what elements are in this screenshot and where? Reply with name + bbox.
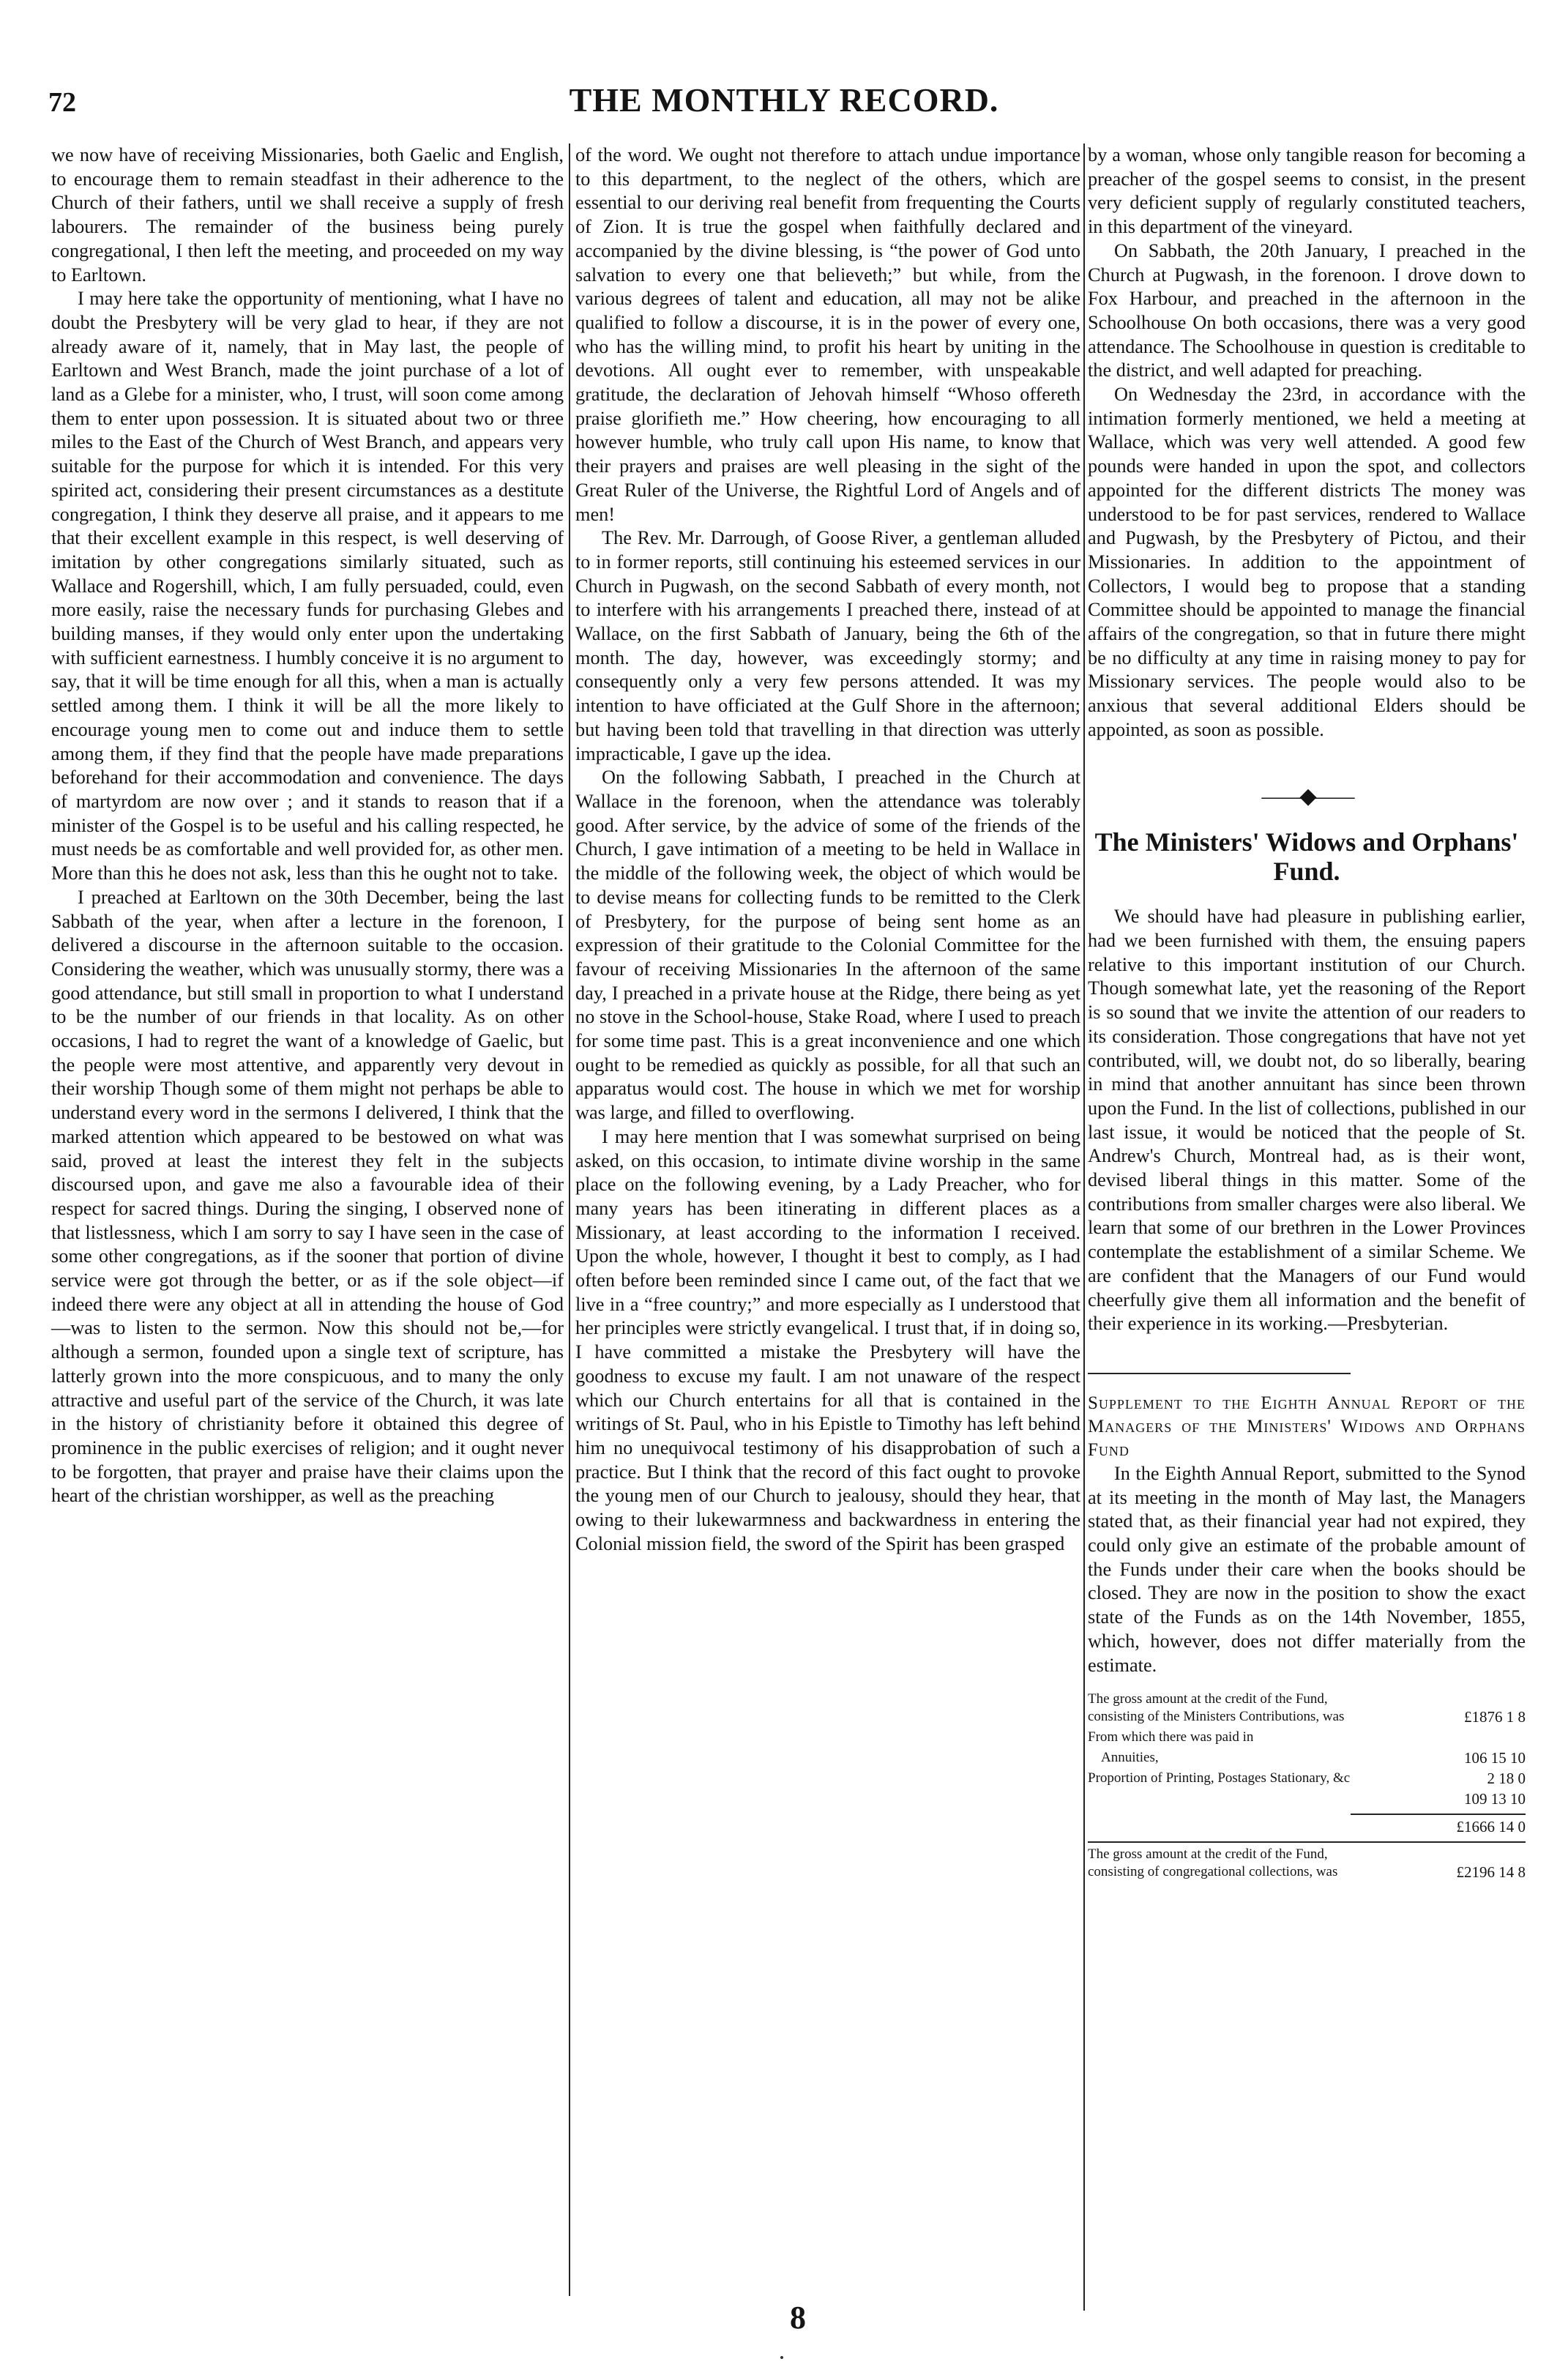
- ledger-label: The gross amount at the credit of the Fund, consisting of congregational collections, was: [1088, 1846, 1338, 1880]
- ledger-rule: [1351, 1814, 1526, 1815]
- ledger-row: [1088, 1790, 1526, 1808]
- paragraph: by a woman, whose only tangible reason for becoming a preacher of the gospel seems to consist, in the present very deficient supply of regularly constituted teachers, in this department of the vineyard.: [1088, 144, 1526, 238]
- ledger-row: [1088, 1691, 1526, 1726]
- ledger-label: Annuities,: [1101, 1750, 1159, 1766]
- page-number: 72: [48, 87, 76, 118]
- fund-ledger: [1088, 1691, 1526, 1881]
- paragraph: On Sabbath, the 20th January, I preached in the Church at Pugwash, in the forenoon. I drove down to Fox Harbour, and preached in the afternoon in the Schoolhouse On both occasions, there was a very good attendance. The Schoolhouse in question is creditable to the district, and well adapted for preaching.: [1088, 239, 1526, 381]
- section-rule: [1088, 1373, 1351, 1374]
- ledger-amount: £1876 1 8: [1464, 1708, 1526, 1726]
- supplement-title: Supplement to the Eighth Annual Report of the Managers of the Ministers' Widows and Orphans Fund: [1088, 1393, 1526, 1460]
- paragraph: On the following Sabbath, I preached in the Church at Wallace in the forenoon, when the attendance was tolerably good. After service, by the advice of some of the friends of the Church, I gave intimation of a meeting to be held in Wallace in the middle of the following week, the object of which would be to devise means for collecting funds to be remitted to the Clerk of Presbytery, for the purpose of being sent home as an expression of their gratitude to the Colonial Committee for the favour of receiving Missionaries In the afternoon of the same day, I preached in a private house at the Ridge, there being as yet no stove in the School-house, Stake Road, where I used to preach for some time past. This is a great inconvenience and one which ought to be remedied as quickly as possible, for all that such an apparatus would cost. The house in which we met for worship was large, and filled to overflowing.: [575, 767, 1080, 1124]
- paragraph: of the word. We ought not therefore to attach undue importance to this department, to the neglect of the others, which are essential to our deriving real benefit from frequenting the Courts of Zion. It is true the gospel when faithfully declared and accompanied by the divine blessing, is “the power of God unto salvation to every one that believeth;” but while, from the various degrees of talent and education, all may not be alike qualified to follow a discourse, it is in the power of every one, who has the willing mind, to profit his heart by uniting in the devotions. All ought ever to remember, with unspeakable gratitude, the declaration of Jehovah himself “Whoso offereth praise glorifieth me.” How cheering, how encouraging to all however humble, who truly call upon His name, to know that their prayers and praises are well pleasing in the sight of the Great Ruler of the Universe, the Rightful Lord of Angels and of men!: [575, 144, 1080, 525]
- paragraph: I may here take the opportunity of mentioning, what I have no doubt the Presbytery will be very glad to hear, if they are not already aware of it, namely, that in May last, the people of Earltown and West Branch, made the joint purchase of a lot of land as a Glebe for a minister, who, I trust, will soon come among them to enter upon possession. It is situated about two or three miles to the East of the Church of West Branch, and appears very suitable for the purpose for which it is intended. For this very spirited act, considering their present circumstances as a destitute congregation, I think they deserve all praise, and it appears to me that their excellent example in this respect, is well deserving of imitation by other congregations similarly situated, such as Wallace and Rogershill, which, I am fully persuaded, could, even more easily, raise the necessary funds for purchasing Glebes and building manses, if they would only enter upon the undertaking with sufficient earnestness. I humbly conceive it is no argument to say, that it will be time enough for all this, when a man is actually settled among them. I think it will be all the more likely to encourage young men to come out and induce them to settle among them, if they find that the people have made preparations beforehand for their accommodation and convenience. The days of martyrdom are now over ; and it stands to reason that if a minister of the Gospel is to be useful and his calling respected, he must needs be as comfortable and well provided for, as other men. More than this he does not ask, less than this he ought not to take.: [51, 288, 564, 884]
- page-header: [48, 81, 1520, 127]
- paragraph: I preached at Earltown on the 30th December, being the last Sabbath of the year, when after a lecture in the forenoon, I delivered a discourse in the afternoon suitable to the occasion. Considering the weather, which was unusually stormy, there was a good attendance, but still small in proportion to what I understand to be the number of our friends in that locality. As on other occasions, I had to regret the want of a knowledge of Gaelic, but the people were most attentive, and apparently very devout in their worship Though some of them might not perhaps be able to understand every word in the sermons I delivered, I think that the marked attention which appeared to be bestowed on what was said, proved at least the interest they felt in the subjects discoursed upon, and gave me also a favourable idea of their respect for sacred things. During the singing, I observed none of that listlessness, which I am sorry to say I have seen in the case of some other congregations, as if the sooner that portion of divine service were got through the better, or as if the sole object—if indeed there were any object at all in attending the house of God—was to listen to the sermon. Now this should not be,—for although a sermon, founded upon a single text of scripture, has latterly grown into the more conspicuous, and to many the only attractive and useful part of the service of the Church, it was late in the history of christianity before it obtained this degree of prominence in the public exercises of religion; and it ought never to be forgotten, that prayer and praise have their claims upon the heart of the christian worshipper, as well as the preaching: [51, 886, 564, 1507]
- column-divider: [569, 144, 570, 2296]
- ledger-rule: [1088, 1841, 1526, 1843]
- text-column-2: [575, 144, 1080, 1556]
- paragraph: I may here mention that I was somewhat surprised on being asked, on this occasion, to intimate divine worship in the same place on the following evening, by a Lady Preacher, who for many years has been itinerating in different places as a Missionary, at least according to the information I received. Upon the whole, however, I thought it best to comply, as I had often before been reminded since I came out, of the fact that we live in a “free country;” and more especially as I understood that her principles were strictly evangelical. I trust that, if in doing so, I have committed a mistake the Presbytery will have the goodness to excuse my fault. I am not unaware of the respect which our Church entertains for all that is contained in the writings of St. Paul, who in his Epistle to Timothy has left behind him no unequivocal testimony of his disapprobation of such a practice. But I think that the record of this fact ought to provoke the young men of our Church to jealousy, should they hear, that owing to their lukewarmness and backwardness in entering the Colonial mission field, the sword of the Spirit has been grasped: [575, 1125, 1080, 1554]
- column-divider: [1083, 144, 1085, 2311]
- running-title: THE MONTHLY RECORD.: [569, 81, 999, 119]
- paragraph: we now have of receiving Missionaries, both Gaelic and English, to encourage them to remain steadfast in their adherence to the Church of their fathers, until we shall receive a supply of fresh labourers. The remainder of the business being purely congregational, I then left the meeting, and proceeded on my way to Earltown.: [51, 144, 564, 286]
- paragraph: On Wednesday the 23rd, in accordance with the intimation formerly mentioned, we held a meeting at Wallace, which was very well attended. A good few pounds were handed in upon the spot, and collectors appointed for the different districts The money was understood to be for past services, rendered to Wallace and Pugwash, by the Presbytery of Pictou, and their Missionaries. In addition to the appointment of Collectors, I would beg to propose that a standing Committee should be appointed to manage the financial affairs of the congregation, so that in future there might be no difficulty at any time in raising money to pay for Missionary services. The people would also to be anxious that several additional Elders should be appointed, as soon as possible.: [1088, 384, 1526, 740]
- ornament-divider: ——◆——: [1261, 783, 1352, 808]
- ledger-amount: £1666 14 0: [1456, 1818, 1526, 1836]
- ledger-amount: 109 13 10: [1464, 1790, 1526, 1808]
- ledger-label: From which there was paid in: [1088, 1729, 1254, 1745]
- ledger-row: [1088, 1818, 1526, 1835]
- ledger-label: The gross amount at the credit of the Fund, consisting of the Ministers Contributions, was: [1088, 1691, 1345, 1725]
- ledger-row: [1088, 1749, 1526, 1767]
- ledger-label: Proportion of Printing, Postages Stationary, &c: [1088, 1770, 1351, 1786]
- paragraph: In the Eighth Annual Report, submitted to the Synod at its meeting in the month of May last, the Managers stated that, as their financial year had not expired, they could only give an estimate of the probable amount of the Funds under their care when the books should be closed. They are now in the position to show the exact state of the Funds as on the 14th November, 1855, which, however, does not differ materially from the estimate.: [1088, 1462, 1526, 1676]
- ledger-amount: 106 15 10: [1464, 1749, 1526, 1767]
- ledger-amount: 2 18 0: [1487, 1770, 1526, 1788]
- ledger-amount: £2196 14 8: [1456, 1863, 1526, 1882]
- text-column-1: [51, 144, 564, 1508]
- ledger-row: [1088, 1729, 1526, 1746]
- speck: [780, 2356, 783, 2359]
- ledger-row: [1088, 1846, 1526, 1881]
- paragraph: The Rev. Mr. Darrough, of Goose River, a gentleman alluded to in former reports, still continuing his esteemed services in our Church in Pugwash, on the second Sabbath of every month, not to interfere with his arrangements I preached there, instead of at Wallace, on the first Sabbath of January, being the 6th of the month. The day, however, was exceedingly stormy; and consequently only a very few persons attended. It was my intention to have officiated at the Gulf Shore in the afternoon; but having been told that travelling in that direction was utterly impracticable, I gave up the idea.: [575, 527, 1080, 764]
- signature-mark: 8: [790, 2300, 806, 2336]
- paragraph: We should have had pleasure in publishing earlier, had we been furnished with them, the ensuing papers relative to this important institution of our Church. Though somewhat late, yet the reasoning of the Report is so sound that we invite the attention of our readers to its consideration. Those congregations that have not yet contributed, will, we doubt not, do so liberally, bearing in mind that another annuitant has since been thrown upon the Fund. In the list of collections, published in our last issue, it would be noticed that the people of St. Andrew's Church, Montreal had, as is their wont, devised liberal things in this matter. Some of the contributions from smaller charges were also liberal. We learn that some of our brethren in the Lower Provinces contemplate the establishment of a similar Scheme. We are confident that the Managers of our Fund would cheerfully give them all information and the benefit of their experience in its working.—Presbyterian.: [1088, 906, 1526, 1335]
- text-column-3: [1088, 144, 1526, 1884]
- section-title: The Ministers' Widows and Orphans' Fund.: [1094, 827, 1519, 887]
- ledger-row: [1088, 1770, 1526, 1787]
